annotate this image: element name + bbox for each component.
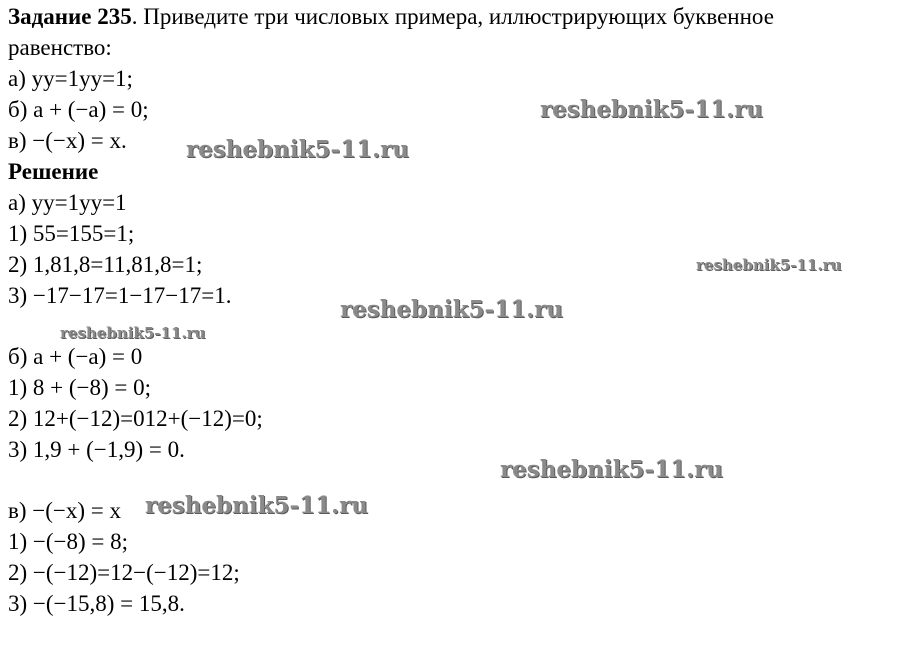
part-b-title: б) a + (−a) = 0 xyxy=(8,344,143,369)
watermark: reshebnik5-11.ru xyxy=(340,296,563,323)
task-label: Задание 235 xyxy=(8,4,132,29)
task-item-c: в) −(−x) = x. xyxy=(8,128,127,153)
task-text: . Приведите три числовых примера, иллюстрирующих буквенное xyxy=(131,4,774,29)
part-c-title: в) −(−x) = x xyxy=(8,498,122,523)
part-b-line-1: 1) 8 + (−8) = 0; xyxy=(8,375,152,400)
part-b-line-2: 2) 12+(−12)=012+(−12)=0; xyxy=(8,406,263,431)
watermark: reshebnik5-11.ru xyxy=(145,492,368,519)
part-c-line-2: 2) −(−12)=12−(−12)=12; xyxy=(8,560,240,585)
watermark: reshebnik5-11.ru xyxy=(696,256,842,274)
watermark: reshebnik5-11.ru xyxy=(500,456,723,483)
part-c-line-1: 1) −(−8) = 8; xyxy=(8,529,129,554)
task-header-line xyxy=(8,4,774,30)
part-a-line-2: 2) 1,81,8=11,81,8=1; xyxy=(8,252,203,277)
solution-heading: Решение xyxy=(8,159,99,184)
part-b-line-3: 3) 1,9 + (−1,9) = 0. xyxy=(8,437,185,462)
watermark: reshebnik5-11.ru xyxy=(186,136,409,163)
task-item-a: а) yy=1yy=1; xyxy=(8,66,133,91)
task-text-continued: равенство: xyxy=(8,35,112,60)
part-a-title: а) yy=1yy=1 xyxy=(8,190,127,215)
part-a-line-3: 3) −17−17=1−17−17=1. xyxy=(8,283,232,308)
part-a-line-1: 1) 55=155=1; xyxy=(8,221,135,246)
part-c-line-3: 3) −(−15,8) = 15,8. xyxy=(8,591,185,616)
watermark: reshebnik5-11.ru xyxy=(60,324,206,342)
watermark: reshebnik5-11.ru xyxy=(540,96,763,123)
task-item-b: б) a + (−a) = 0; xyxy=(8,97,149,122)
